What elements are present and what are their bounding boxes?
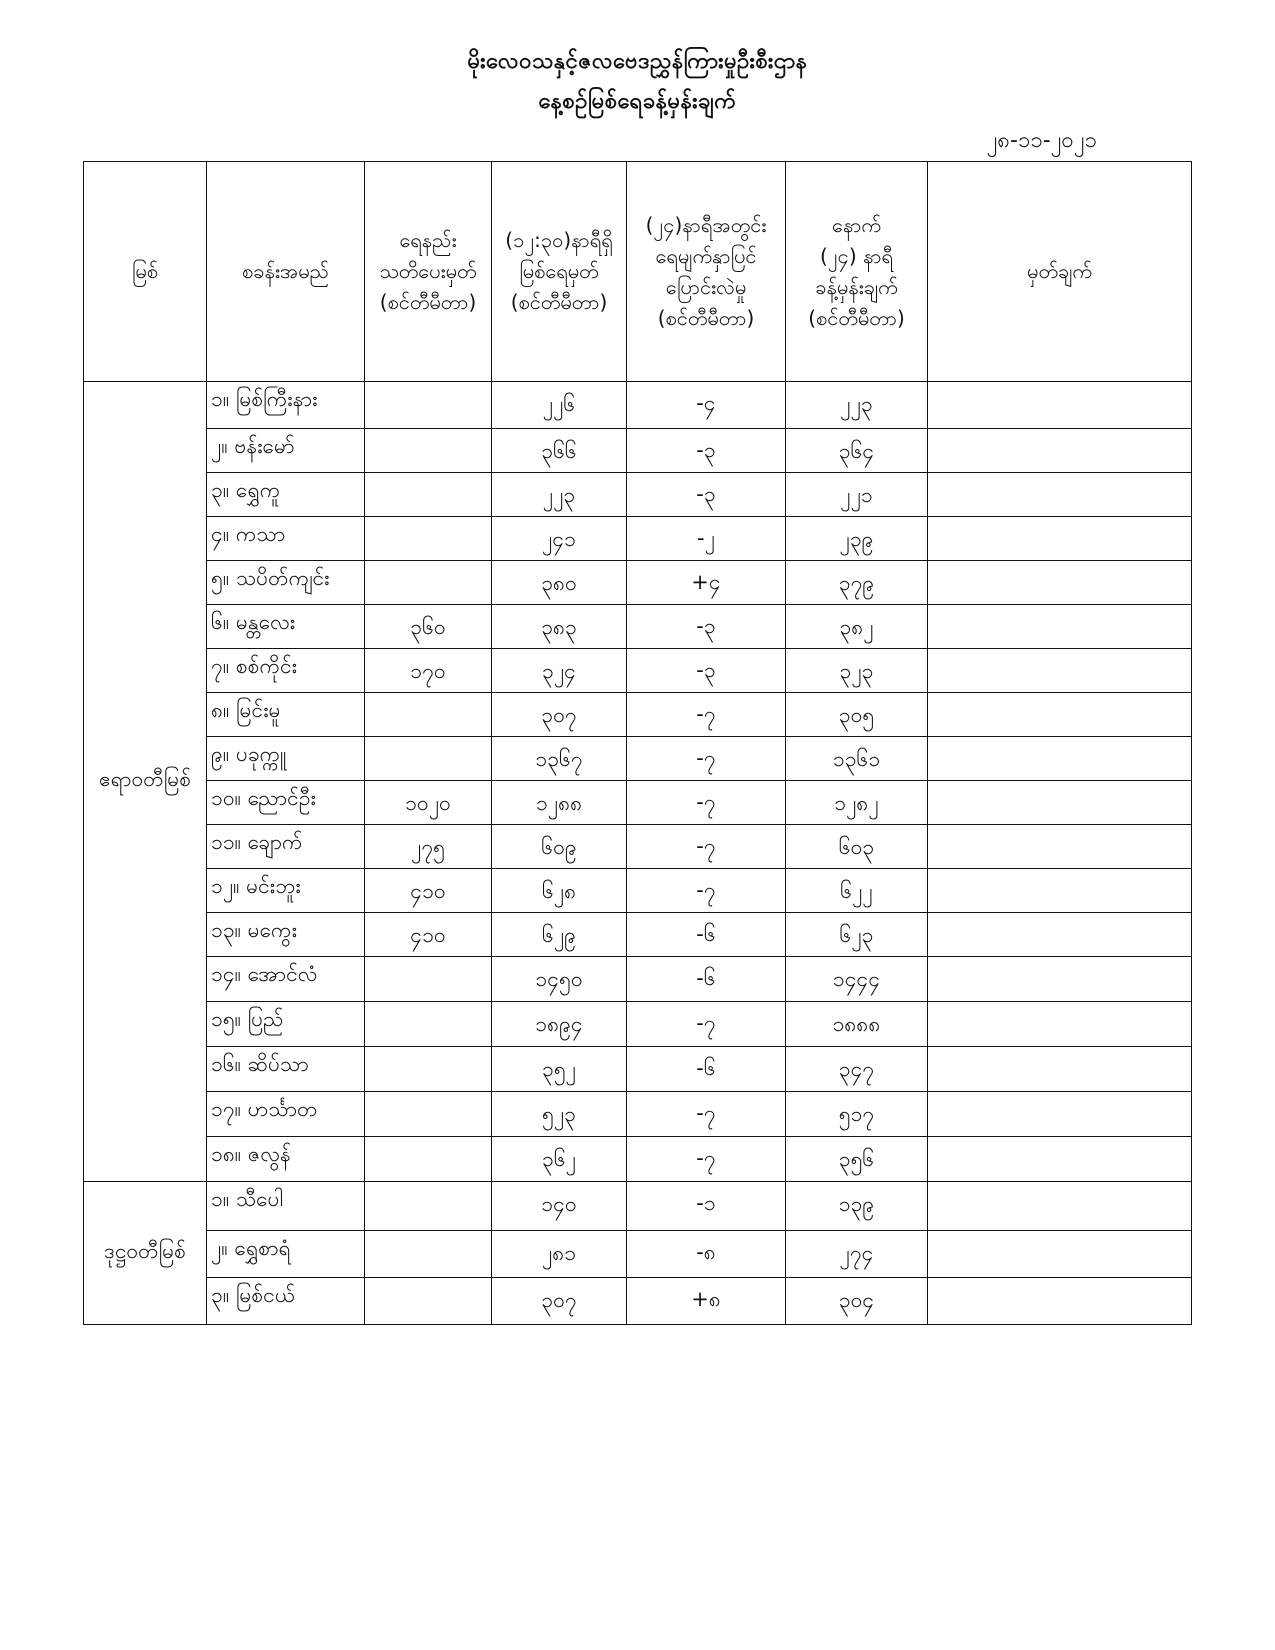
forecast-cell: ၃၀၅ — [786, 693, 928, 737]
change-cell: -၈ — [627, 1231, 786, 1278]
current-level-cell: ၃၅၂ — [492, 1047, 627, 1092]
station-cell: ၇။ စစ်ကိုင်း — [207, 649, 365, 693]
forecast-cell: ၆၂၂ — [786, 869, 928, 913]
col-warning-line: သတိပေးမှတ် — [379, 259, 477, 283]
change-cell: +၈ — [627, 1278, 786, 1325]
current-level-cell: ၁၈၉၄ — [492, 1002, 627, 1047]
table-row — [84, 561, 1192, 605]
forecast-cell: ၃၄၇ — [786, 1047, 928, 1092]
change-cell: -၇ — [627, 1002, 786, 1047]
col-change-header — [627, 162, 786, 382]
remark-cell — [928, 1278, 1192, 1325]
report-subtitle: နေ့စဉ်မြစ်ရေခန့်မှန်းချက် — [538, 89, 737, 114]
table-row — [84, 825, 1192, 869]
warning-level-cell — [365, 429, 492, 473]
forecast-cell: ၃၈၂ — [786, 605, 928, 649]
col-warning-line: (စင်တီမီတာ) — [379, 290, 477, 314]
table-row — [84, 913, 1192, 957]
station-cell: ၁။ မြစ်ကြီးနား — [207, 382, 365, 429]
forecast-cell: ၁၂၈၂ — [786, 781, 928, 825]
forecast-cell: ၅၁၇ — [786, 1092, 928, 1137]
warning-level-cell — [365, 1278, 492, 1325]
remark-cell — [928, 869, 1192, 913]
remark-cell — [928, 1002, 1192, 1047]
river-name-cell: ဒုဋ္ဌဝတီမြစ် — [84, 1182, 207, 1325]
col-change-line: ပြောင်းလဲမှု — [665, 274, 747, 299]
remark-cell — [928, 429, 1192, 473]
change-cell: -၆ — [627, 913, 786, 957]
station-cell: ၁၀။ ညောင်ဦး — [207, 781, 365, 825]
current-level-cell: ၃၂၄ — [492, 649, 627, 693]
report-date: ၂၈-၁၁-၂၀၂၁ — [986, 128, 1097, 153]
station-cell: ၂။ ရွှေစာရံ — [207, 1231, 365, 1278]
table-row — [84, 1002, 1192, 1047]
table-row — [84, 781, 1192, 825]
change-cell: +၄ — [627, 561, 786, 605]
table-row — [84, 473, 1192, 517]
change-cell: -၇ — [627, 1137, 786, 1182]
forecast-cell: ၆၂၃ — [786, 913, 928, 957]
station-cell: ၄။ ကသာ — [207, 517, 365, 561]
col-current-line: (စင်တီမီတာ) — [510, 290, 608, 314]
warning-level-cell — [365, 1092, 492, 1137]
table-row — [84, 605, 1192, 649]
remark-cell — [928, 957, 1192, 1002]
col-forecast-line: ခန့်မှန်းချက် — [815, 274, 898, 299]
table-row — [84, 1092, 1192, 1137]
table-row — [84, 1278, 1192, 1325]
table-row — [84, 1231, 1192, 1278]
warning-level-cell — [365, 561, 492, 605]
forecast-cell: ၂၂၁ — [786, 473, 928, 517]
current-level-cell: ၁၄၀ — [492, 1182, 627, 1231]
change-cell: -၆ — [627, 1047, 786, 1092]
current-level-cell: ၆၂၉ — [492, 913, 627, 957]
warning-level-cell — [365, 957, 492, 1002]
remark-cell — [928, 517, 1192, 561]
change-cell: -၇ — [627, 693, 786, 737]
remark-cell — [928, 1231, 1192, 1278]
remark-cell — [928, 693, 1192, 737]
col-forecast-line: (စင်တီမီတာ) — [808, 305, 905, 330]
table-body — [84, 382, 1192, 1325]
warning-level-cell — [365, 1137, 492, 1182]
current-level-cell: ၅၂၃ — [492, 1092, 627, 1137]
station-cell: ၁။ သီပေါ — [207, 1182, 365, 1231]
table-row — [84, 517, 1192, 561]
warning-level-cell — [365, 1182, 492, 1231]
remark-cell — [928, 825, 1192, 869]
change-cell: -၇ — [627, 1092, 786, 1137]
current-level-cell: ၃၀၇ — [492, 1278, 627, 1325]
col-change-line: ရေမျက်နှာပြင် — [655, 243, 757, 268]
forecast-cell: ၂၇၄ — [786, 1231, 928, 1278]
remark-cell — [928, 473, 1192, 517]
current-level-cell: ၂၂၆ — [492, 382, 627, 429]
river-name-cell: ဧရာဝတီမြစ် — [84, 382, 207, 1182]
forecast-cell: ၂၃၉ — [786, 517, 928, 561]
warning-level-cell: ၂၇၅ — [365, 825, 492, 869]
warning-level-cell — [365, 737, 492, 781]
remark-cell — [928, 561, 1192, 605]
current-level-cell: ၂၂၃ — [492, 473, 627, 517]
forecast-cell: ၆၀၃ — [786, 825, 928, 869]
change-cell: -၁ — [627, 1182, 786, 1231]
warning-level-cell — [365, 1231, 492, 1278]
forecast-cell: ၃၆၄ — [786, 429, 928, 473]
col-forecast-line: (၂၄) နာရီ — [819, 243, 894, 268]
station-cell: ၁၄။ အောင်လံ — [207, 957, 365, 1002]
remark-cell — [928, 649, 1192, 693]
table-row — [84, 957, 1192, 1002]
col-remark-header: မှတ်ချက် — [928, 162, 1192, 382]
header-row — [84, 162, 1192, 382]
table-row — [84, 382, 1192, 429]
table-row — [84, 1047, 1192, 1092]
table-row — [84, 429, 1192, 473]
station-cell: ၁၃။ မကွေး — [207, 913, 365, 957]
station-cell: ၃။ မြစ်ငယ် — [207, 1278, 365, 1325]
table-row — [84, 1137, 1192, 1182]
current-level-cell: ၃၆၂ — [492, 1137, 627, 1182]
station-cell: ၁၅။ ပြည် — [207, 1002, 365, 1047]
change-cell: -၃ — [627, 649, 786, 693]
remark-cell — [928, 737, 1192, 781]
col-forecast-header — [786, 162, 928, 382]
col-change-line: (၂၄)နာရီအတွင်း — [645, 212, 767, 237]
table-row — [84, 737, 1192, 781]
warning-level-cell — [365, 473, 492, 517]
warning-level-cell — [365, 1047, 492, 1092]
warning-level-cell — [365, 382, 492, 429]
remark-cell — [928, 1182, 1192, 1231]
current-level-cell: ၃၈၃ — [492, 605, 627, 649]
current-level-cell: ၆၀၉ — [492, 825, 627, 869]
col-current-line: (၁၂:၃၀)နာရီရှိ — [505, 228, 613, 252]
table-row — [84, 649, 1192, 693]
station-cell: ၁၆။ ဆိပ်သာ — [207, 1047, 365, 1092]
change-cell: -၂ — [627, 517, 786, 561]
warning-level-cell — [365, 1002, 492, 1047]
station-cell: ၉။ ပခုက္ကူ — [207, 737, 365, 781]
remark-cell — [928, 913, 1192, 957]
forecast-cell: ၁၃၆၁ — [786, 737, 928, 781]
table-row — [84, 869, 1192, 913]
col-change-line: (စင်တီမီတာ) — [657, 305, 755, 330]
col-warning-header — [365, 162, 492, 382]
current-level-cell: ၃၈၀ — [492, 561, 627, 605]
remark-cell — [928, 781, 1192, 825]
forecast-cell: ၂၂၃ — [786, 382, 928, 429]
change-cell: -၃ — [627, 429, 786, 473]
current-level-cell: ၁၄၅၀ — [492, 957, 627, 1002]
change-cell: -၇ — [627, 781, 786, 825]
station-cell: ၃။ ရွှေကူ — [207, 473, 365, 517]
forecast-cell: ၁၃၉ — [786, 1182, 928, 1231]
remark-cell — [928, 382, 1192, 429]
forecast-cell: ၃၅၆ — [786, 1137, 928, 1182]
warning-level-cell: ၁၀၂၀ — [365, 781, 492, 825]
col-warning-line: ရေနည်း — [399, 228, 457, 252]
change-cell: -၃ — [627, 605, 786, 649]
warning-level-cell: ၄၁၀ — [365, 869, 492, 913]
remark-cell — [928, 605, 1192, 649]
station-cell: ၅။ သပိတ်ကျင်း — [207, 561, 365, 605]
station-cell: ၂။ ဗန်းမော် — [207, 429, 365, 473]
current-level-cell: ၃၆၆ — [492, 429, 627, 473]
remark-cell — [928, 1047, 1192, 1092]
forecast-cell: ၁၄၄၄ — [786, 957, 928, 1002]
col-current-line: မြစ်ရေမှတ် — [519, 259, 599, 283]
change-cell: -၃ — [627, 473, 786, 517]
table-row — [84, 1182, 1192, 1231]
table-row — [84, 693, 1192, 737]
current-level-cell: ၆၂၈ — [492, 869, 627, 913]
station-cell: ၆။ မန္တလေး — [207, 605, 365, 649]
change-cell: -၇ — [627, 737, 786, 781]
station-cell: ၁၁။ ချောက် — [207, 825, 365, 869]
warning-level-cell: ၁၇၀ — [365, 649, 492, 693]
current-level-cell: ၂၄၁ — [492, 517, 627, 561]
current-level-cell: ၂၈၁ — [492, 1231, 627, 1278]
current-level-cell: ၁၃၆၇ — [492, 737, 627, 781]
warning-level-cell — [365, 517, 492, 561]
station-cell: ၁၇။ ဟင်္သာတ — [207, 1092, 365, 1137]
report-title: မိုးလေဝသနှင့်ဇလဗေဒညွှန်ကြားမှုဦးစီးဌာန — [467, 49, 808, 74]
forecast-cell: ၃၀၄ — [786, 1278, 928, 1325]
remark-cell — [928, 1092, 1192, 1137]
warning-level-cell: ၃၆၀ — [365, 605, 492, 649]
river-level-table — [83, 161, 1192, 1325]
change-cell: -၆ — [627, 957, 786, 1002]
station-cell: ၈။ မြင်းမူ — [207, 693, 365, 737]
col-current-header — [492, 162, 627, 382]
change-cell: -၇ — [627, 869, 786, 913]
change-cell: -၇ — [627, 825, 786, 869]
station-cell: ၁၂။ မင်းဘူး — [207, 869, 365, 913]
forecast-cell: ၁၈၈၈ — [786, 1002, 928, 1047]
remark-cell — [928, 1137, 1192, 1182]
forecast-cell: ၃၂၃ — [786, 649, 928, 693]
forecast-cell: ၃၇၉ — [786, 561, 928, 605]
current-level-cell: ၃၀၇ — [492, 693, 627, 737]
station-cell: ၁၈။ ဇလွန် — [207, 1137, 365, 1182]
current-level-cell: ၁၂၈၈ — [492, 781, 627, 825]
warning-level-cell: ၄၁၀ — [365, 913, 492, 957]
col-forecast-line: နောက် — [831, 212, 881, 237]
change-cell: -၄ — [627, 382, 786, 429]
col-station-header: စခန်းအမည် — [207, 162, 365, 382]
warning-level-cell — [365, 693, 492, 737]
col-river-header: မြစ် — [84, 162, 207, 382]
